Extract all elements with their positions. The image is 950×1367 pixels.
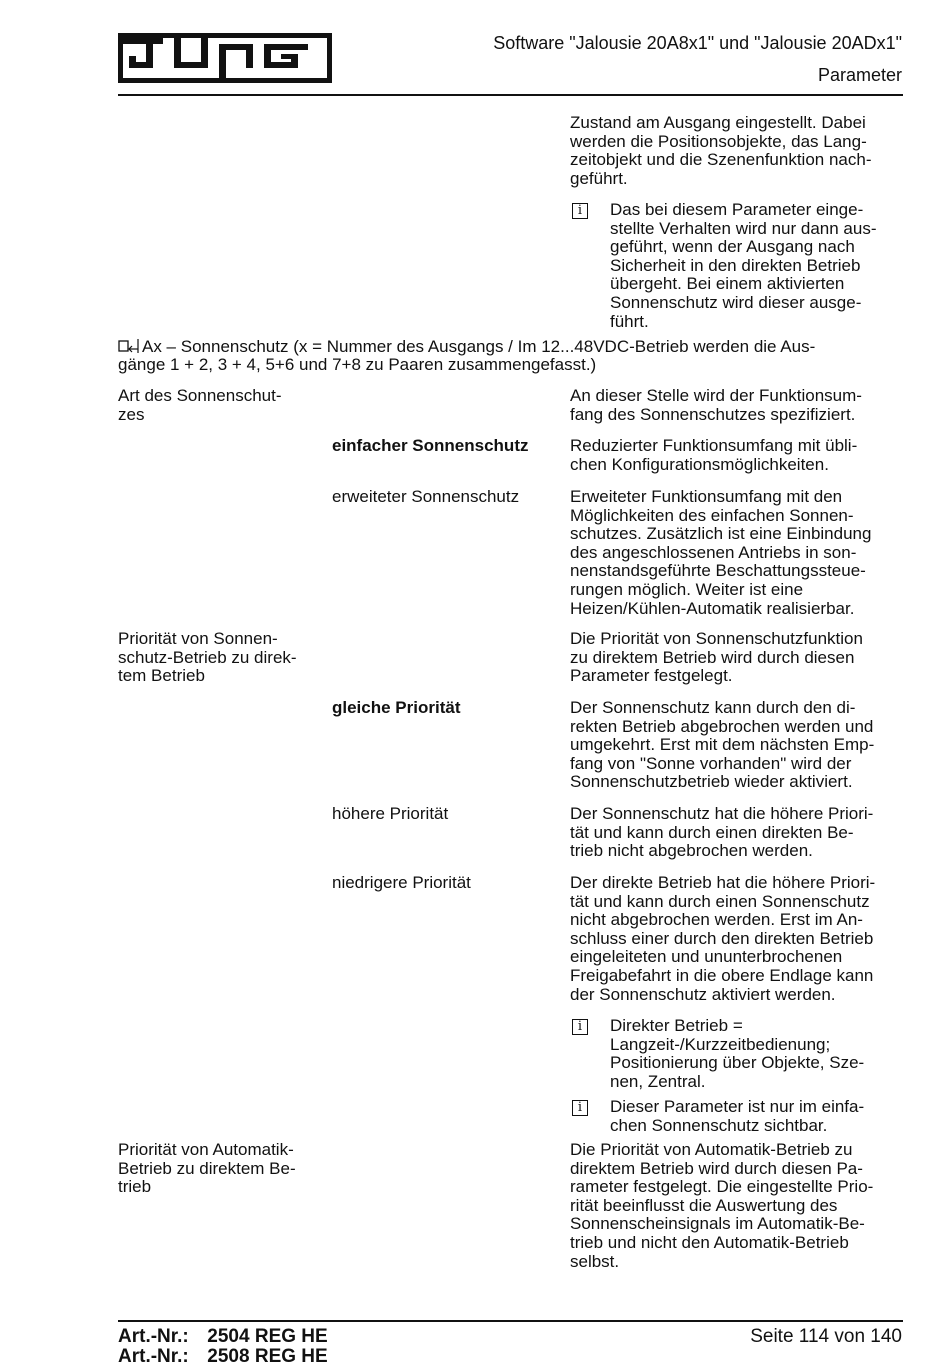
option-description: Der Sonnenschutz hat die höhere Priori- tät und kann durch einen direkten Be- trieb nicht abgebrochen werden. bbox=[570, 804, 874, 861]
option-label: einfacher Sonnenschutz bbox=[332, 436, 529, 455]
article-number: 2504 REG HE bbox=[207, 1326, 328, 1347]
param-description: Die Priorität von Automatik-Betrieb zu direktem Betrieb wird durch diesen Pa- rameter festgelegt. Die eingestellte Prio- rität beeinflusst die Auswertung des Sonnenscheinsignals im Automatik-Be- trieb und nicht den Automatik-Betrieb selbst. bbox=[570, 1140, 874, 1271]
tree-node-icon bbox=[118, 338, 142, 354]
header-rule bbox=[118, 94, 903, 96]
info-icon: i bbox=[572, 203, 588, 219]
jung-logo-graphic bbox=[118, 30, 332, 84]
section-heading-line1: Ax – Sonnenschutz (x = Nummer des Ausgangs / Im 12...48VDC-Betrieb werden die Aus- bbox=[142, 337, 816, 356]
param-name: Priorität von Sonnen- schutz-Betrieb zu direk- tem Betrieb bbox=[118, 629, 297, 686]
param-description: Die Priorität von Sonnenschutzfunktion zu direktem Betrieb wird durch diesen Parameter festgelegt. bbox=[570, 629, 863, 686]
param-note-text: Dieser Parameter ist nur im einfa- chen Sonnenschutz sichtbar. bbox=[610, 1097, 865, 1135]
article-number-row bbox=[118, 1348, 328, 1367]
article-number-label: Art.-Nr.: bbox=[118, 1346, 189, 1367]
option-label: höhere Priorität bbox=[332, 804, 449, 823]
option-description: Erweiteter Funktionsumfang mit den Möglichkeiten des einfachen Sonnen- schutzes. Zusätzlich ist eine Einbindung des angeschlossenen Antriebs in son- nenstandsgeführte Beschattungssteue- rungen möglich. Weiter ist eine Heizen/Kühlen-Automatik realisierbar. bbox=[570, 487, 872, 618]
article-number-label: Art.-Nr.: bbox=[118, 1326, 189, 1347]
intro-note-text: Das bei diesem Parameter einge- stellte Verhalten wird nur dann aus- geführt, wenn der Ausgang nach Sicherheit in den direkten Betrieb übergeht. Bei einem aktivierten Sonnenschutz wird dieser ausge- führt. bbox=[610, 200, 877, 331]
param-name: Art des Sonnenschut- zes bbox=[118, 386, 282, 424]
section-heading bbox=[118, 338, 908, 357]
info-icon: i bbox=[572, 1100, 588, 1116]
param-note bbox=[572, 1098, 912, 1135]
page-number: Seite 114 von 140 bbox=[750, 1326, 902, 1347]
footer-rule bbox=[118, 1320, 903, 1322]
option-description: Der Sonnenschutz kann durch den di- rekten Betrieb abgebrochen werden und umgekehrt. Erst mit dem nächsten Emp- fang von "Sonne vorhanden" wird der Sonnenschutzbetrieb wieder aktiviert. bbox=[570, 698, 875, 792]
option-description: Der direkte Betrieb hat die höhere Priori- tät und kann durch einen Sonnenschutz nicht abgebrochen werden. Erst im An- schluss einer durch den direkten Betrieb eingeleiteten und ununterbrochenen Freigabefahrt in die obere Endlage kann der Sonnenschutz aktiviert werden. bbox=[570, 873, 876, 1004]
option-label: erweiteter Sonnenschutz bbox=[332, 487, 520, 506]
intro-continuation: Zustand am Ausgang eingestellt. Dabei werden die Positionsobjekte, das Lang- zeitobjekt und die Szenenfunktion nach- geführt. bbox=[570, 113, 872, 188]
param-name: Priorität von Automatik- Betrieb zu direktem Be- trieb bbox=[118, 1140, 296, 1197]
document-section: Parameter bbox=[817, 65, 902, 85]
info-icon: i bbox=[572, 1019, 588, 1035]
option-label: niedrigere Priorität bbox=[332, 873, 471, 892]
jung-logo bbox=[118, 30, 332, 84]
intro-note bbox=[572, 201, 912, 331]
param-note bbox=[572, 1017, 912, 1091]
article-number: 2508 REG HE bbox=[207, 1346, 328, 1367]
option-label: gleiche Priorität bbox=[332, 698, 461, 717]
document-title: Software "Jalousie 20A8x1" und "Jalousie 20ADx1" bbox=[493, 33, 902, 53]
option-description: Reduzierter Funktionsumfang mit übli- chen Konfigurationsmöglichkeiten. bbox=[570, 436, 858, 474]
param-note-text: Direkter Betrieb = Langzeit-/Kurzzeitbedienung; Positionierung über Objekte, Sze- nen, Zentral. bbox=[610, 1016, 865, 1091]
section-heading-line2: gänge 1 + 2, 3 + 4, 5+6 und 7+8 zu Paaren zusammengefasst.) bbox=[118, 355, 597, 374]
article-number-row bbox=[118, 1328, 328, 1347]
param-description: An dieser Stelle wird der Funktionsum- fang des Sonnenschutzes spezifiziert. bbox=[570, 386, 862, 424]
